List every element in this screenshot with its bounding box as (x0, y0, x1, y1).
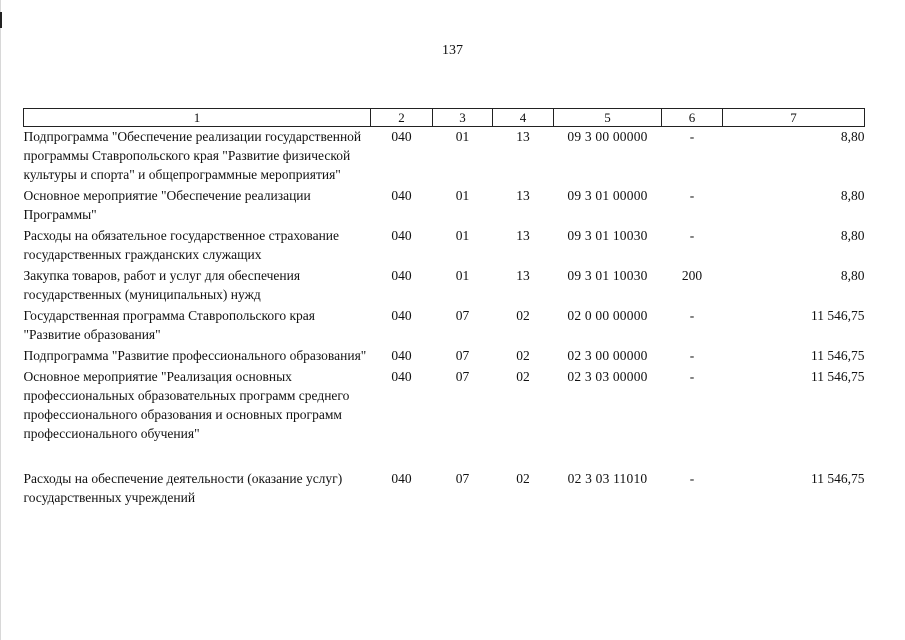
row-section: 07 (455, 471, 470, 486)
row-section: 07 (455, 308, 470, 323)
row-amount: 8,80 (840, 228, 865, 243)
table-row (24, 127, 865, 187)
row-target-article: 09 3 01 00000 (567, 188, 648, 203)
col-header-1: 1 (24, 109, 371, 127)
col-header-2: 2 (371, 109, 433, 127)
row-subsection: 02 (516, 471, 530, 486)
row-expense-type: - (689, 228, 695, 243)
row-section: 01 (455, 188, 470, 203)
row-name: Государственная программа Ставропольского края "Развитие образования" (23, 308, 315, 342)
row-amount: 11 546,75 (811, 308, 865, 323)
col-header-5: 5 (554, 109, 662, 127)
row-expense-type: - (689, 369, 695, 384)
col-header-4: 4 (493, 109, 554, 127)
row-name: Расходы на обязательное государственное страхование государственных гражданских служащих (23, 228, 340, 262)
row-expense-type: - (689, 471, 695, 486)
row-grbs: 040 (391, 369, 412, 384)
row-grbs: 040 (391, 471, 412, 486)
row-amount: 11 546,75 (811, 348, 865, 363)
table-row (24, 469, 865, 507)
row-section: 07 (455, 369, 470, 384)
row-subsection: 02 (516, 369, 530, 384)
row-expense-type: - (689, 129, 695, 144)
budget-table (23, 108, 865, 507)
table-row (24, 186, 865, 226)
row-subsection: 02 (516, 308, 530, 323)
row-subsection: 13 (516, 268, 530, 283)
col-header-7: 7 (723, 109, 865, 127)
header-row (24, 109, 865, 127)
row-target-article: 09 3 01 10030 (567, 228, 648, 243)
row-name: Подпрограмма "Развитие профессионального образования" (23, 348, 367, 363)
row-subsection: 13 (516, 129, 530, 144)
row-expense-type: - (689, 348, 695, 363)
table-row (24, 367, 865, 469)
row-subsection: 13 (516, 228, 530, 243)
row-section: 01 (455, 129, 470, 144)
row-grbs: 040 (391, 268, 412, 283)
table-row (24, 266, 865, 306)
row-amount: 8,80 (840, 188, 865, 203)
row-section: 01 (455, 228, 470, 243)
row-name: Расходы на обеспечение деятельности (оказание услуг) государственных учреждений (23, 471, 343, 505)
row-name: Основное мероприятие "Обеспечение реализации Программы" (23, 188, 311, 222)
row-amount: 8,80 (840, 268, 865, 283)
table-row (24, 226, 865, 266)
row-name: Закупка товаров, работ и услуг для обеспечения государственных (муниципальных) нужд (23, 268, 301, 302)
table-row (24, 306, 865, 346)
row-section: 01 (455, 268, 470, 283)
row-subsection: 13 (516, 188, 530, 203)
row-name: Основное мероприятие "Реализация основных профессиональных образовательных программ среднего профессионального образования и основных программ профессионального обучения" (23, 369, 350, 441)
row-grbs: 040 (391, 228, 412, 243)
row-section: 07 (455, 348, 470, 363)
row-target-article: 02 3 03 00000 (567, 369, 648, 384)
scan-edge-line (0, 0, 1, 640)
scan-mark (0, 12, 2, 28)
row-expense-type: 200 (681, 268, 703, 283)
row-grbs: 040 (391, 308, 412, 323)
row-grbs: 040 (391, 188, 412, 203)
row-target-article: 02 3 03 11010 (567, 471, 648, 486)
row-target-article: 09 3 00 00000 (567, 129, 648, 144)
row-target-article: 02 0 00 00000 (567, 308, 648, 323)
row-grbs: 040 (391, 129, 412, 144)
table-row (24, 346, 865, 367)
row-grbs: 040 (391, 348, 412, 363)
row-name: Подпрограмма "Обеспечение реализации государственной программы Ставропольского края "Развитие физической культуры и спорта" и общепрограммные мероприятия" (23, 129, 362, 182)
row-target-article: 02 3 00 00000 (567, 348, 648, 363)
row-amount: 11 546,75 (811, 471, 865, 486)
row-amount: 8,80 (840, 129, 865, 144)
row-amount: 11 546,75 (811, 369, 865, 384)
row-expense-type: - (689, 188, 695, 203)
row-subsection: 02 (516, 348, 530, 363)
page-number: 137 (442, 43, 463, 58)
col-header-3: 3 (433, 109, 493, 127)
col-header-6: 6 (662, 109, 723, 127)
row-expense-type: - (689, 308, 695, 323)
row-target-article: 09 3 01 10030 (567, 268, 648, 283)
